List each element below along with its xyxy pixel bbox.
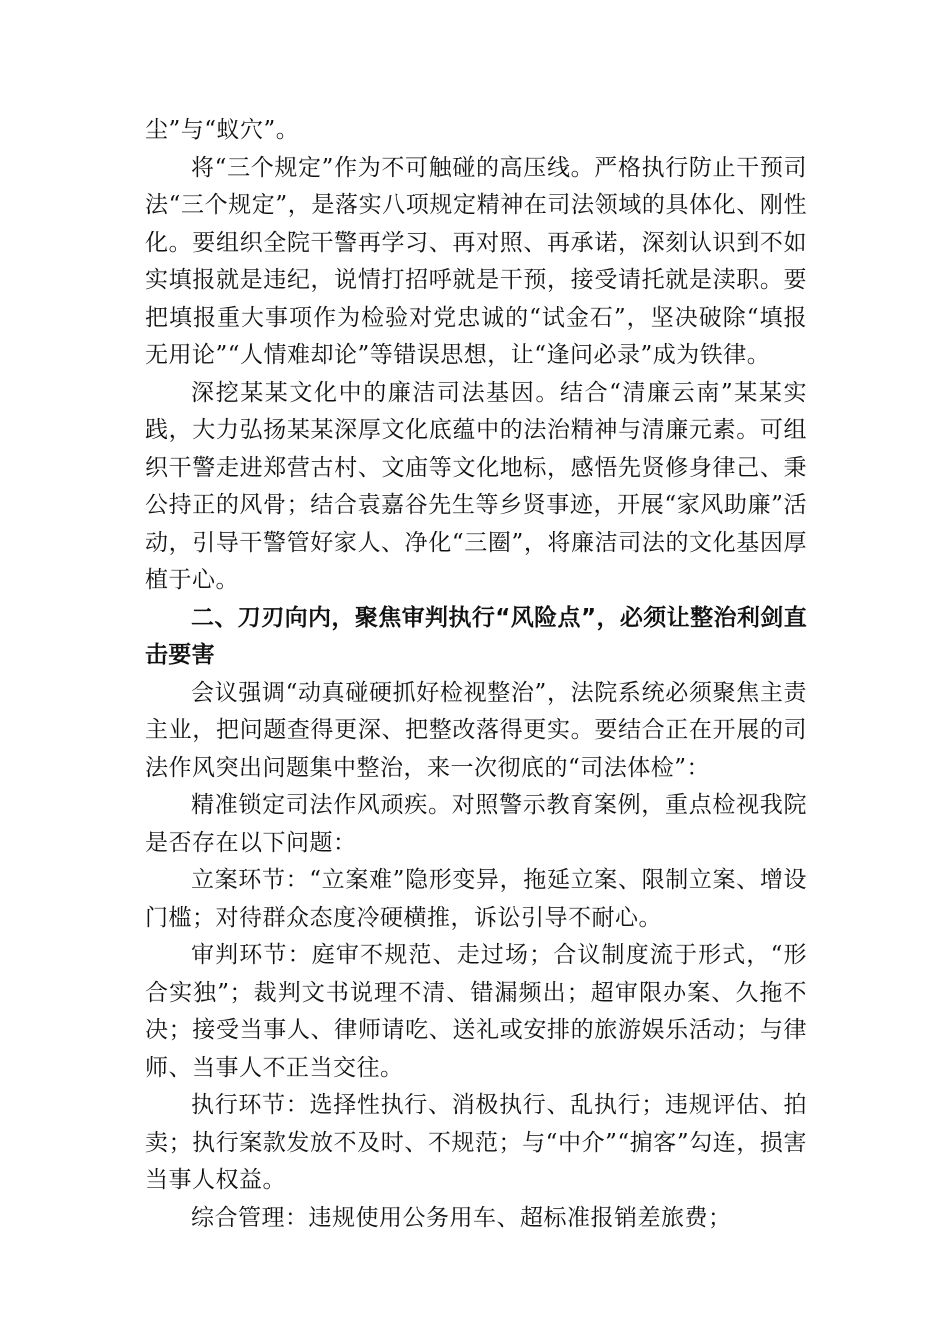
paragraph-precise-targeting: 精准锁定司法作风顽疾。对照警示教育案例，重点检视我院是否存在以下问题： xyxy=(145,792,807,856)
paragraph-trial: 审判环节：庭审不规范、走过场；合议制度流于形式，“形合实独”；裁判文书说理不清、错漏频出；超审限办案、久拖不决；接受当事人、律师请吃、送礼或安排的旅游娱乐活动；与律师、当事人不正当交往。 xyxy=(145,942,807,1081)
paragraph-continuation: 尘”与“蚁穴”。 xyxy=(145,117,300,143)
document-page xyxy=(145,112,807,1237)
paragraph-meeting-emphasis: 会议强调“动真碰硬抓好检视整治”，法院系统必须聚焦主责主业，把问题查得更深、把整改落得更实。要结合正在开展的司法作风突出问题集中整治，来一次彻底的“司法体检”： xyxy=(145,679,807,781)
paragraph-enforcement: 执行环节：选择性执行、消极执行、乱执行；违规评估、拍卖；执行案款发放不及时、不规范；与“中介”“掮客”勾连，损害当事人权益。 xyxy=(145,1092,807,1193)
paragraph-case-filing: 立案环节：“立案难”隐形变异，拖延立案、限制立案、增设门槛；对待群众态度冷硬横推，诉讼引导不耐心。 xyxy=(145,867,807,931)
paragraph-three-regulations: 将“三个规定”作为不可触碰的高压线。严格执行防止干预司法“三个规定”，是落实八项规定精神在司法领域的具体化、刚性化。要组织全院干警再学习、再对照、再承诺，深刻认识到不如实填报就是违纪，说情打招呼就是干预，接受请托就是渎职。要把填报重大事项作为检验对党忠诚的“试金石”，坚决破除“填报无用论”“人情难却论”等错误思想，让“逢问必录”成为铁律。 xyxy=(145,154,807,368)
section-heading-two: 二、刀刃向内，聚焦审判执行“风险点”，必须让整治利剑直击要害 xyxy=(145,604,807,668)
paragraph-general-management: 综合管理：违规使用公务用车、超标准报销差旅费； xyxy=(191,1204,732,1231)
paragraph-culture-genes: 深挖某某文化中的廉洁司法基因。结合“清廉云南”某某实践，大力弘扬某某深厚文化底蕴中的法治精神与清廉元素。可组织干警走进郑营古村、文庙等文化地标，感悟先贤修身律己、秉公持正的风骨；结合袁嘉谷先生等乡贤事迹，开展“家风助廉”活动，引导干警管好家人、净化“三圈”，将廉洁司法的文化基因厚植于心。 xyxy=(145,379,807,593)
